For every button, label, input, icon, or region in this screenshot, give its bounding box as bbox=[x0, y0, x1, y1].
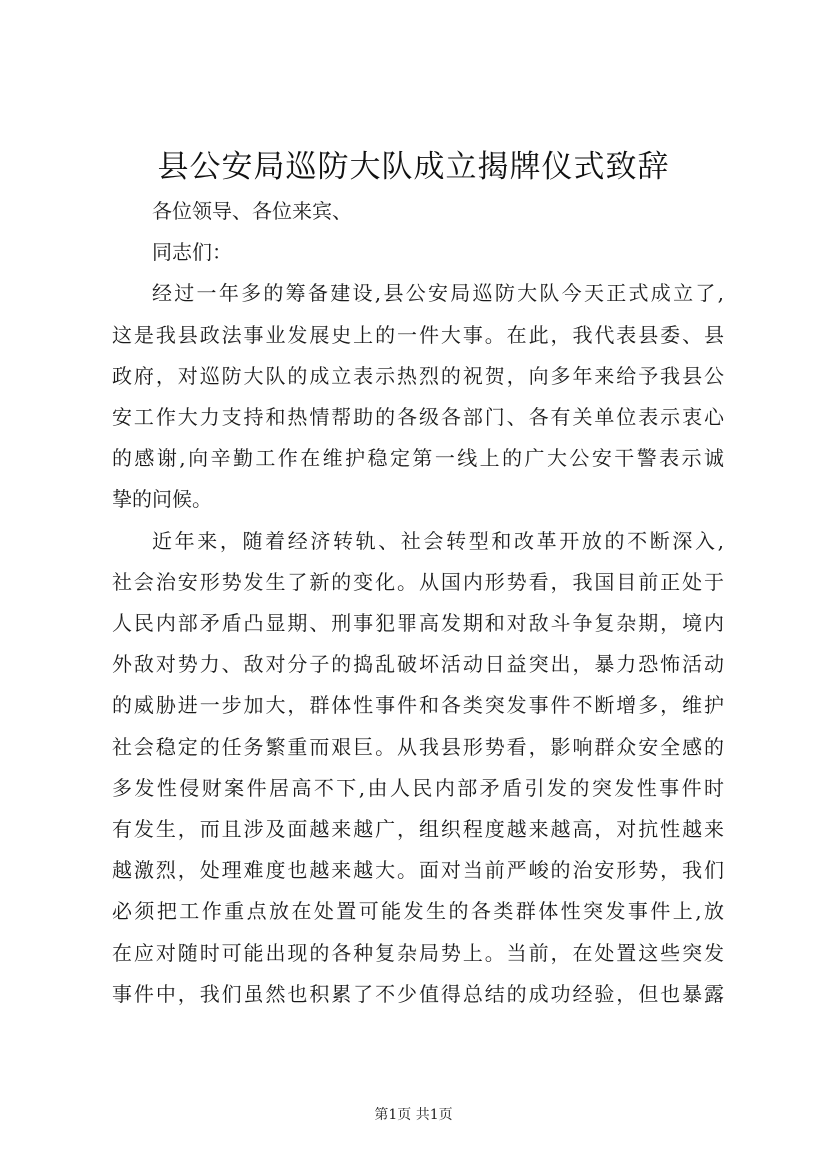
paragraph-2 bbox=[112, 521, 724, 1015]
salutation-text: 同志们： bbox=[152, 240, 232, 265]
text-line: 社会稳定的任务繁重而艰巨。从我县形势看，影响群众安全感的 bbox=[112, 734, 724, 759]
text-line: 越激烈，处理难度也越来越大。面对当前严峻的治安形势，我们 bbox=[112, 858, 724, 883]
text-line: 事件中，我们虽然也积累了不少值得总结的成功经验，但也暴露 bbox=[112, 981, 724, 1006]
salutation-text: 各位领导、各位来宾、 bbox=[152, 199, 352, 223]
text-line: 必须把工作重点放在处置可能发生的各类群体性突发事件上,放 bbox=[112, 899, 724, 924]
paragraph-1 bbox=[112, 273, 724, 520]
text-line: 的威胁进一步加大，群体性事件和各类突发事件不断增多，维护 bbox=[112, 693, 724, 718]
document-body bbox=[112, 191, 724, 1015]
text-line: 多发性侵财案件居高不下,由人民内部矛盾引发的突发性事件时 bbox=[112, 775, 724, 800]
text-line: 社会治安形势发生了新的变化。从国内形势看，我国目前正处于 bbox=[112, 569, 724, 594]
text-line: 安工作大力支持和热情帮助的各级各部门、各有关单位表示衷心 bbox=[112, 405, 724, 430]
salutation-line bbox=[112, 191, 724, 232]
text-line: 外敌对势力、敌对分子的捣乱破坏活动日益突出，暴力恐怖活动 bbox=[112, 652, 724, 677]
salutation-line bbox=[112, 232, 724, 273]
text-line: 经过一年多的筹备建设,县公安局巡防大队今天正式成立了, bbox=[152, 281, 724, 306]
text-line: 这是我县政法事业发展史上的一件大事。在此，我代表县委、县 bbox=[112, 322, 724, 347]
text-line: 政府，对巡防大队的成立表示热烈的祝贺，向多年来给予我县公 bbox=[112, 363, 724, 388]
text-line: 在应对随时可能出现的各种复杂局势上。当前，在处置这些突发 bbox=[112, 940, 724, 965]
page-number-footer: 第1页 共1页 bbox=[374, 1107, 453, 1123]
text-line: 人民内部矛盾凸显期、刑事犯罪高发期和对敌斗争复杂期，境内 bbox=[112, 611, 724, 636]
text-line: 近年来，随着经济转轨、社会转型和改革开放的不断深入, bbox=[152, 528, 724, 553]
page-title: 县公安局巡防大队成立揭牌仪式致辞 bbox=[157, 149, 670, 185]
text-line: 的感谢,向辛勤工作在维护稳定第一线上的广大公安干警表示诚 bbox=[112, 446, 724, 471]
text-line: 有发生，而且涉及面越来越广，组织程度越来越高，对抗性越来 bbox=[112, 817, 724, 842]
text-line: 挚的问候。 bbox=[112, 487, 212, 512]
